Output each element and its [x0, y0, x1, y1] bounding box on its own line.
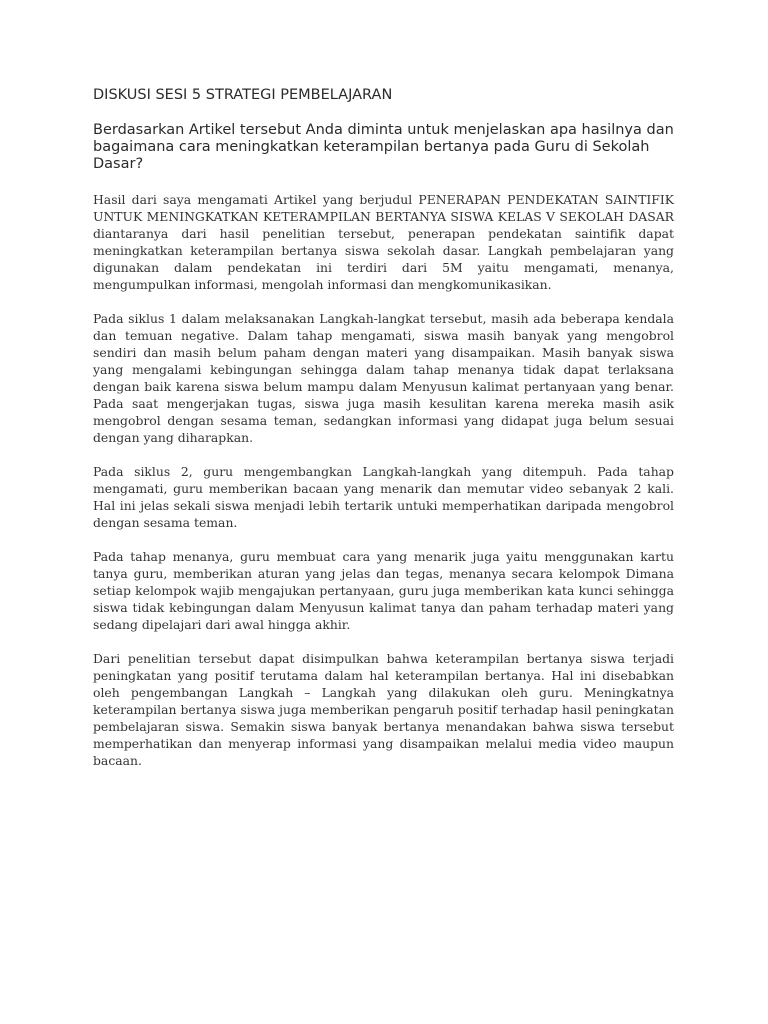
paragraph-article-summary: Hasil dari saya mengamati Artikel yang berjudul PENERAPAN PENDEKATAN SAINTIFIK UNTUK MENINGKATKAN KETERAMPILAN BERTANYA SISWA KELAS V SEKOLAH DASAR diantaranya dari hasil penelitian tersebut, penerapan pendekatan saintifik dapat meningkatkan keterampilan bertanya siswa sekolah dasar. Langkah pembelajaran yang digunakan dalam pendekatan ini terdiri dari 5M yaitu mengamati, menanya, mengumpulkan informasi, mengolah informasi dan mengkomunikasikan.	[93, 192, 674, 292]
document-page	[93, 86, 674, 786]
paragraph-questioning-stage: Pada tahap menanya, guru membuat cara yang menarik juga yaitu menggunakan kartu tanya guru, memberikan aturan yang jelas dan tegas, menanya secara kelompok Dimana setiap kelompok wajib mengajukan pertanyaan, guru juga memberikan kata kunci sehingga siswa tidak kebingungan dalam Menyusun kalimat tanya dan paham terhadap materi yang sedang dipelajari dari awal hingga akhir.	[93, 549, 674, 632]
paragraph-cycle-1: Pada siklus 1 dalam melaksanakan Langkah-langkat tersebut, masih ada beberapa kendala dan temuan negative. Dalam tahap mengamati, siswa masih banyak yang mengobrol sendiri dan masih belum paham dengan materi yang disampaikan. Masih banyak siswa yang mengalami kebingungan sehingga dalam tahap menanya tidak dapat terlaksana dengan baik karena siswa belum mampu dalam Menyusun kalimat pertanyaan yang benar. Pada saat mengerjakan tugas, siswa juga masih kesulitan karena mereka masih asik mengobrol dengan sesama teman, sedangkan informasi yang didapat juga belum sesuai dengan yang diharapkan.	[93, 311, 674, 445]
paragraph-cycle-2: Pada siklus 2, guru mengembangkan Langkah-langkah yang ditempuh. Pada tahap mengamati, guru memberikan bacaan yang menarik dan memutar video sebanyak 2 kali. Hal ini jelas sekali siswa menjadi lebih tertarik untuki memperhatikan daripada mengobrol dengan sesama teman.	[93, 464, 674, 530]
document-title: DISKUSI SESI 5 STRATEGI PEMBELAJARAN	[93, 87, 393, 103]
discussion-question: Berdasarkan Artikel tersebut Anda diminta untuk menjelaskan apa hasilnya dan bagaimana cara meningkatkan keterampilan bertanya pada Guru di Sekolah Dasar?	[93, 122, 674, 172]
paragraph-conclusion: Dari penelitian tersebut dapat disimpulkan bahwa keterampilan bertanya siswa terjadi peningkatan yang positif terutama dalam hal keterampilan bertanya. Hal ini disebabkan oleh pengembangan Langkah – Langkah yang dilakukan oleh guru. Meningkatnya keterampilan bertanya siswa juga memberikan pengaruh positif terhadap hasil peningkatan pembelajaran siswa. Semakin siswa banyak bertanya menandakan bahwa siswa tersebut memperhatikan dan menyerap informasi yang disampaikan melalui media video maupun bacaan.	[93, 651, 674, 768]
